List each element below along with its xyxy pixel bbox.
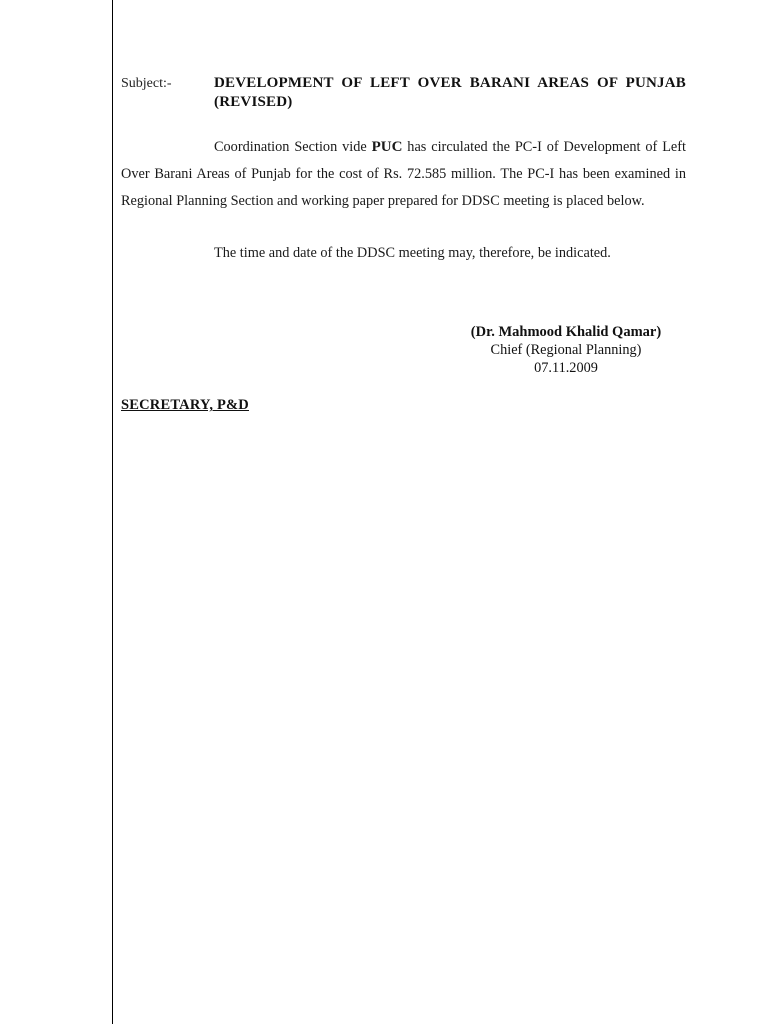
body-paragraph-1 bbox=[121, 134, 686, 215]
signatory-name: (Dr. Mahmood Khalid Qamar) bbox=[470, 324, 662, 340]
addressee: SECRETARY, P&D bbox=[121, 397, 249, 413]
subject-title-line-1: DEVELOPMENT OF LEFT OVER BARANI AREAS OF PUNJAB bbox=[214, 75, 686, 91]
para1-text-end: has circulated the PC-I of Development of Left Over Barani Areas of Punjab for the cost of Rs. 72.585 million. The PC-I has been examined in Regional Planning Section and working paper prepared for DDSC meeting is placed below. bbox=[121, 139, 686, 209]
document-page bbox=[121, 0, 686, 1024]
subject-row bbox=[121, 74, 686, 114]
subject-label: Subject:- bbox=[121, 76, 172, 91]
left-margin-line bbox=[112, 0, 113, 1024]
para1-text-start: Coordination Section vide bbox=[214, 139, 372, 155]
para1-puc-bold: PUC bbox=[371, 139, 403, 155]
body-paragraph-2: The time and date of the DDSC meeting may, therefore, be indicated. bbox=[214, 245, 611, 261]
signature-date: 07.11.2009 bbox=[534, 360, 598, 376]
signatory-designation: Chief (Regional Planning) bbox=[490, 342, 642, 358]
subject-title-line-2: (REVISED) bbox=[214, 94, 293, 110]
signature-block bbox=[451, 323, 681, 377]
